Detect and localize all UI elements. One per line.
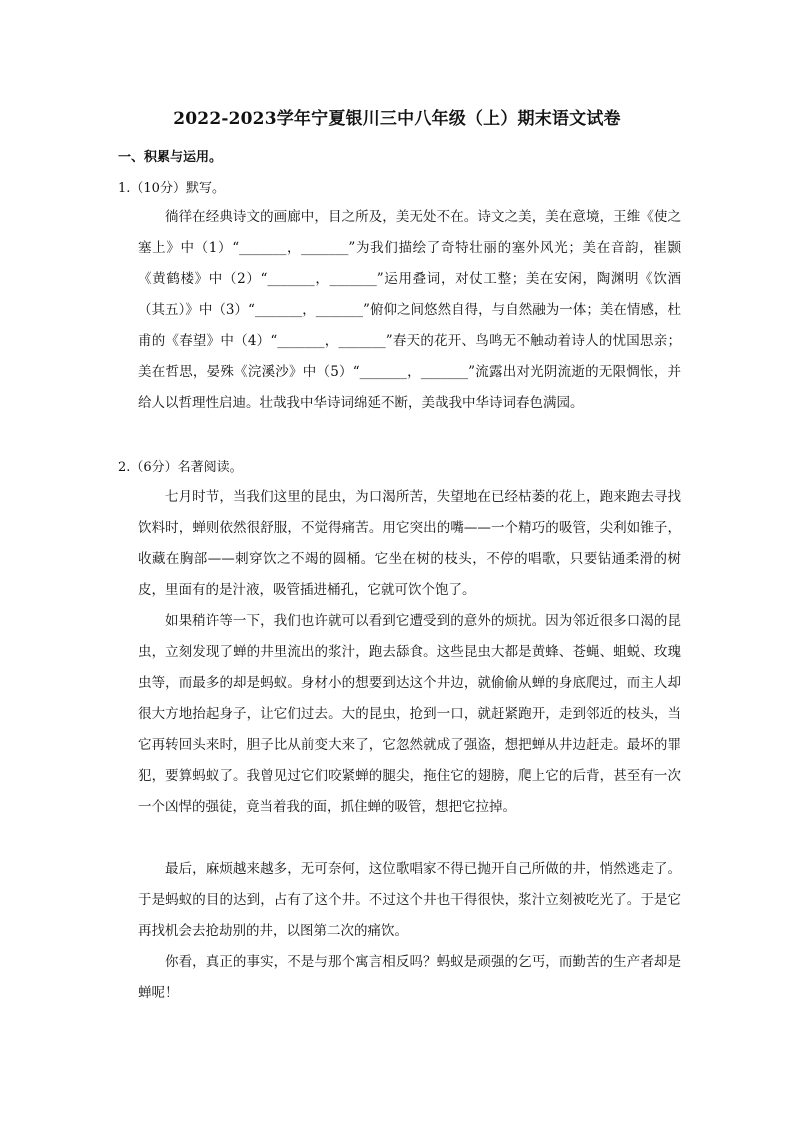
exam-title: 2022-2023学年宁夏银川三中八年级（上）期末语文试卷 [173,109,621,129]
question-2-paragraph-2: 如果稍许等一下，我们也许就可以看到它遭受到的意外的烦扰。因为邻近很多口渴的昆虫，立刻发现了蝉的井里流出的浆汁，跑去舔食。这些昆虫大都是黄蜂、苍蝇、蛆蜕、玫瑰虫等，而最多的却是蚂蚁。身材小的想要到达这个井边，就偷偷从蝉的身底爬过，而主人却很大方地抬起身子，让它们过去。大的昆虫，抢到一口，就赶紧跑开，走到邻近的枝头，当它再转回头来时，胆子比从前变大来了，它忽然就成了强盗，想把蝉从井边赶走。最坏的罪犯，要算蚂蚁了。我曾见过它们咬紧蝉的腿尖，拖住它的翅膀，爬上它的后背，甚至有一次一个凶悍的强徒，竟当着我的面，抓住蝉的吸管，想把它拉掉。 [138,613,681,815]
question-1-heading: 1.（10分）默写。 [118,181,225,196]
question-2-paragraph-3: 最后，麻烦越来越多，无可奈何，这位歌唱家不得已抛开自己所做的井，悄然逃走了。于是蚂蚁的目的达到，占有了这个井。不过这个井也干得很快，浆汁立刻被吃光了。于是它再找机会去抢劫别的井，以图第二次的痛饮。 [138,861,681,939]
question-2-paragraph-1: 七月时节，当我们这里的昆虫，为口渴所苦，失望地在已经枯萎的花上，跑来跑去寻找饮料时，蝉则依然很舒服，不觉得痛苦。用它突出的嘴——一个精巧的吸管，尖利如锥子，收藏在胸部——刺穿饮之不竭的圆桶。它坐在树的枝头，不停的唱歌，只要钻通柔滑的树皮，里面有的是汁液，吸管插进桶孔，它就可饮个饱了。 [138,489,681,598]
question-2-heading: 2.（6分）名著阅读。 [118,460,243,475]
question-2-paragraph-4: 你看，真正的事实，不是与那个寓言相反吗？蚂蚁是顽强的乞丐，而勤苦的生产者却是蝉呢！ [138,954,681,1001]
section-heading: 一、积累与运用。 [118,150,223,165]
question-1-paragraph: 徜徉在经典诗文的画廊中，目之所及，美无处不在。诗文之美，美在意境，王维《使之塞上》中（1）“_______，_______”为我们描绘了奇特壮丽的塞外风光；美在音韵，崔颢《黄鹤楼》中（2）“_______，_______”运用叠词，对仗工整；美在安闲，陶渊明《饮酒（其五）》中（3）“_______，_______”俯仰之间悠然自得，与自然融为一体；美在情感，杜甫的《春望》中（4）“_______，_______”春天的花开、鸟鸣无不触动着诗人的忧国思亲；美在哲思，晏殊《浣溪沙》中（5）“_______，_______”流露出对光阴流逝的无限惆怅，并给人以哲理性启迪。壮哉我中华诗词绵延不断，美哉我中华诗词春色满园。 [138,209,681,411]
